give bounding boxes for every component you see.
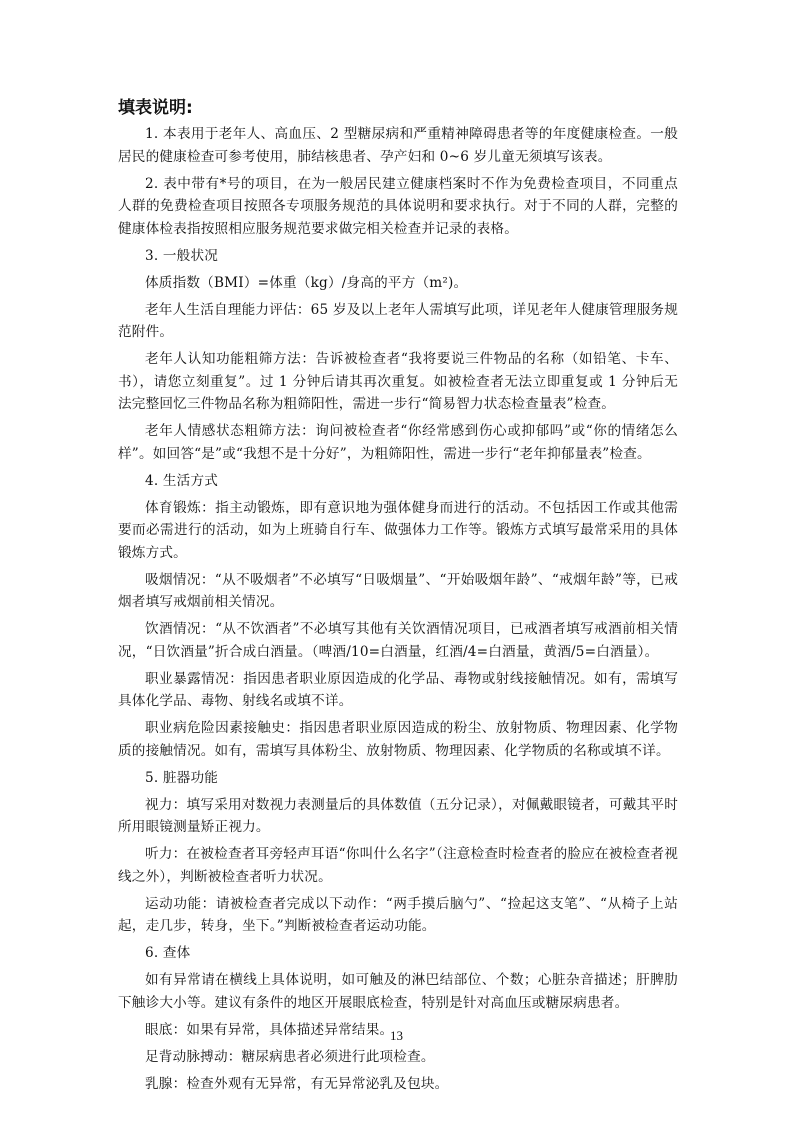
page-number: 13 (390, 1028, 403, 1043)
paragraph-cognitive-screen: 老年人认知功能粗筛方法：告诉被检查者“我将要说三件物品的名称（如铅笔、卡车、书），请您立刻重复”。过 1 分钟后请其再次重复。如被检查者无法立即重复或 1 分钟后无法完整回忆三件物品名称为粗筛阳性，需进一步行“简易智力状态检查量表”检查。 (118, 351, 678, 412)
paragraph-smoking: 吸烟情况：“从不吸烟者”不必填写“日吸烟量”、“开始吸烟年龄”、“戒烟年龄”等，已戒烟者填写戒烟前相关情况。 (118, 571, 678, 610)
paragraph-drinking: 饮酒情况：“从不饮酒者”不必填写其他有关饮酒情况项目，已戒酒者填写戒酒前相关情况，“日饮酒量”折合成白酒量。（啤酒/10=白酒量，红酒/4=白酒量，黄酒/5=白酒量）。 (118, 621, 678, 660)
paragraph-hearing: 听力：在被检查者耳旁轻声耳语“你叫什么名字”（注意检查时检查者的脸应在被检查者视线之外），判断被检查者听力状况。 (118, 846, 678, 885)
paragraph-dorsalis-pedis: 足背动脉搏动：糖尿病患者必须进行此项检查。 (145, 1048, 435, 1065)
paragraph-usage-scope: 1. 本表用于老年人、高血压、2 型糖尿病和严重精神障碍患者等的年度健康检查。一般居民的健康检查可参考使用，肺结核患者、孕产妇和 0~6 岁儿童无须填写该表。 (118, 126, 678, 165)
paragraph-occupational-exposure: 职业暴露情况：指因患者职业原因造成的化学品、毒物或射线接触情况。如有，需填写具体化学品、毒物、射线名或填不详。 (118, 670, 678, 709)
heading-physical-exam: 6. 查体 (145, 945, 191, 961)
heading-organ-function: 5. 脏器功能 (145, 769, 219, 786)
paragraph-breast: 乳腺：检查外观有无异常，有无异常泌乳及包块。 (145, 1075, 449, 1092)
paragraph-occupational-hazard: 职业病危险因素接触史：指因患者职业原因造成的粉尘、放射物质、物理因素、化学物质的接触情况。如有，需填写具体粉尘、放射物质、物理因素、化学物质的名称或填不详。 (118, 720, 678, 759)
paragraph-bmi: 体质指数（BMI）=体重（kg）/身高的平方（m²)。 (145, 274, 468, 291)
paragraph-starred-items: 2. 表中带有*号的项目，在为一般居民建立健康档案时不作为免费检查项目，不同重点人群的免费检查项目按照各专项服务规范的具体说明和要求执行。对于不同的人群，完整的健康体检表指按照相应服务规范要求做完相关检查并记录的表格。 (118, 175, 678, 237)
paragraph-motor-function: 运动功能：请被检查者完成以下动作：“两手摸后脑勺”、“捡起这支笔”、“从椅子上站起，走几步，转身，坐下。”判断被检查者运动功能。 (118, 895, 678, 934)
heading-general-status: 3. 一般状况 (145, 247, 219, 264)
paragraph-self-care: 老年人生活自理能力评估：65 岁及以上老年人需填写此项，详见老年人健康管理服务规范附件。 (118, 301, 678, 340)
document-body (118, 95, 678, 1100)
paragraph-abnormal-notes: 如有异常请在横线上具体说明，如可触及的淋巴结部位、个数；心脏杂音描述；肝脾肋下触诊大小等。建议有条件的地区开展眼底检查，特别是针对高血压或糖尿病患者。 (118, 972, 678, 1011)
paragraph-vision: 视力：填写采用对数视力表测量后的具体数值（五分记录），对佩戴眼镜者，可戴其平时所用眼镜测量矫正视力。 (118, 796, 678, 835)
paragraph-exercise: 体育锻炼：指主动锻炼，即有意识地为强体健身而进行的活动。不包括因工作或其他需要而必需进行的活动，如为上班骑自行车、做强体力工作等。锻炼方式填写最常采用的具体锻炼方式。 (118, 499, 678, 561)
paragraph-emotional-screen: 老年人情感状态粗筛方法：询问被检查者“你经常感到伤心或抑郁吗”或“你的情绪怎么样”。如回答“是”或“我想不是十分好”，为粗筛阳性，需进一步行“老年抑郁量表”检查。 (118, 423, 678, 462)
section-title: 填表说明: (118, 98, 193, 118)
paragraph-fundus: 眼底：如果有异常，具体描述异常结果。 (145, 1021, 394, 1038)
heading-lifestyle: 4. 生活方式 (145, 472, 219, 489)
